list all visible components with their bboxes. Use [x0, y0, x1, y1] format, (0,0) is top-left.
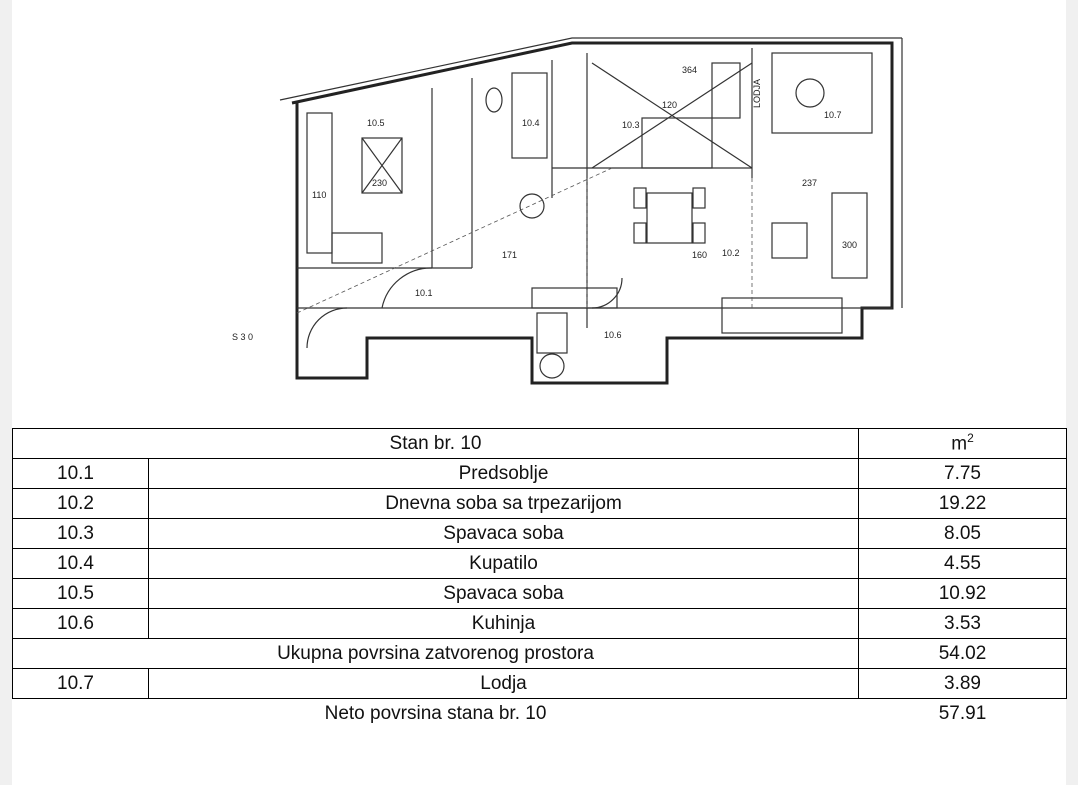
table-row	[13, 489, 1067, 519]
net-total-row	[13, 699, 1067, 729]
plan-dimension-label: 300	[842, 240, 858, 250]
table-header-row	[13, 429, 1067, 459]
floor-plan-drawing	[212, 8, 912, 408]
room-name: Spavaca soba	[149, 579, 859, 609]
room-code: 10.1	[13, 459, 149, 489]
plan-room-label: 10.2	[722, 248, 740, 258]
plan-dimension-label: 230	[372, 178, 388, 188]
plan-dimension-label: 110	[312, 190, 327, 200]
plan-dimension-label: 364	[682, 65, 698, 75]
enclosed-total-row	[13, 639, 1067, 669]
plan-room-label: 10.3	[622, 120, 640, 130]
plan-room-label: 10.6	[604, 330, 622, 340]
plan-loggia-label: LODJA	[752, 78, 762, 108]
room-code: 10.4	[13, 549, 149, 579]
room-name: Spavaca soba	[149, 519, 859, 549]
room-area: 4.55	[859, 549, 1067, 579]
room-name: Lodja	[149, 669, 859, 699]
table-row	[13, 579, 1067, 609]
room-area: 19.22	[859, 489, 1067, 519]
plan-axis-marker: S 3 0	[232, 332, 254, 342]
room-code: 10.7	[13, 669, 149, 699]
plan-dimension-label: 160	[692, 250, 708, 260]
unit-header	[859, 429, 1067, 459]
room-area: 3.89	[859, 669, 1067, 699]
unit-base: m	[951, 433, 968, 455]
room-area: 8.05	[859, 519, 1067, 549]
room-name: Kuhinja	[149, 609, 859, 639]
loggia-row	[13, 669, 1067, 699]
room-area: 7.75	[859, 459, 1067, 489]
table-row	[13, 549, 1067, 579]
room-code: 10.6	[13, 609, 149, 639]
floor-plan	[212, 8, 912, 408]
room-area: 10.92	[859, 579, 1067, 609]
table-row	[13, 609, 1067, 639]
enclosed-total-label: Ukupna povrsina zatvorenog prostora	[13, 639, 859, 669]
plan-dimension-label: 237	[802, 178, 818, 188]
plan-dimension-label: 120	[662, 100, 678, 110]
plan-room-label: 10.1	[415, 288, 433, 298]
room-code: 10.5	[13, 579, 149, 609]
enclosed-total-area: 54.02	[859, 639, 1067, 669]
room-name: Predsoblje	[149, 459, 859, 489]
document-page	[12, 0, 1066, 785]
plan-dimension-label: 171	[502, 250, 518, 260]
room-name: Dnevna soba sa trpezarijom	[149, 489, 859, 519]
plan-room-label: 10.5	[367, 118, 385, 128]
room-code: 10.3	[13, 519, 149, 549]
room-name: Kupatilo	[149, 549, 859, 579]
unit-exponent: 2	[967, 431, 974, 446]
table-row	[13, 519, 1067, 549]
plan-room-label: 10.4	[522, 118, 540, 128]
net-total-label: Neto povrsina stana br. 10	[13, 699, 859, 729]
room-code: 10.2	[13, 489, 149, 519]
table-row	[13, 459, 1067, 489]
room-area: 3.53	[859, 609, 1067, 639]
table-title: Stan br. 10	[13, 429, 859, 459]
net-total-area: 57.91	[859, 699, 1067, 729]
area-table	[12, 428, 1067, 728]
plan-room-label: 10.7	[824, 110, 842, 120]
